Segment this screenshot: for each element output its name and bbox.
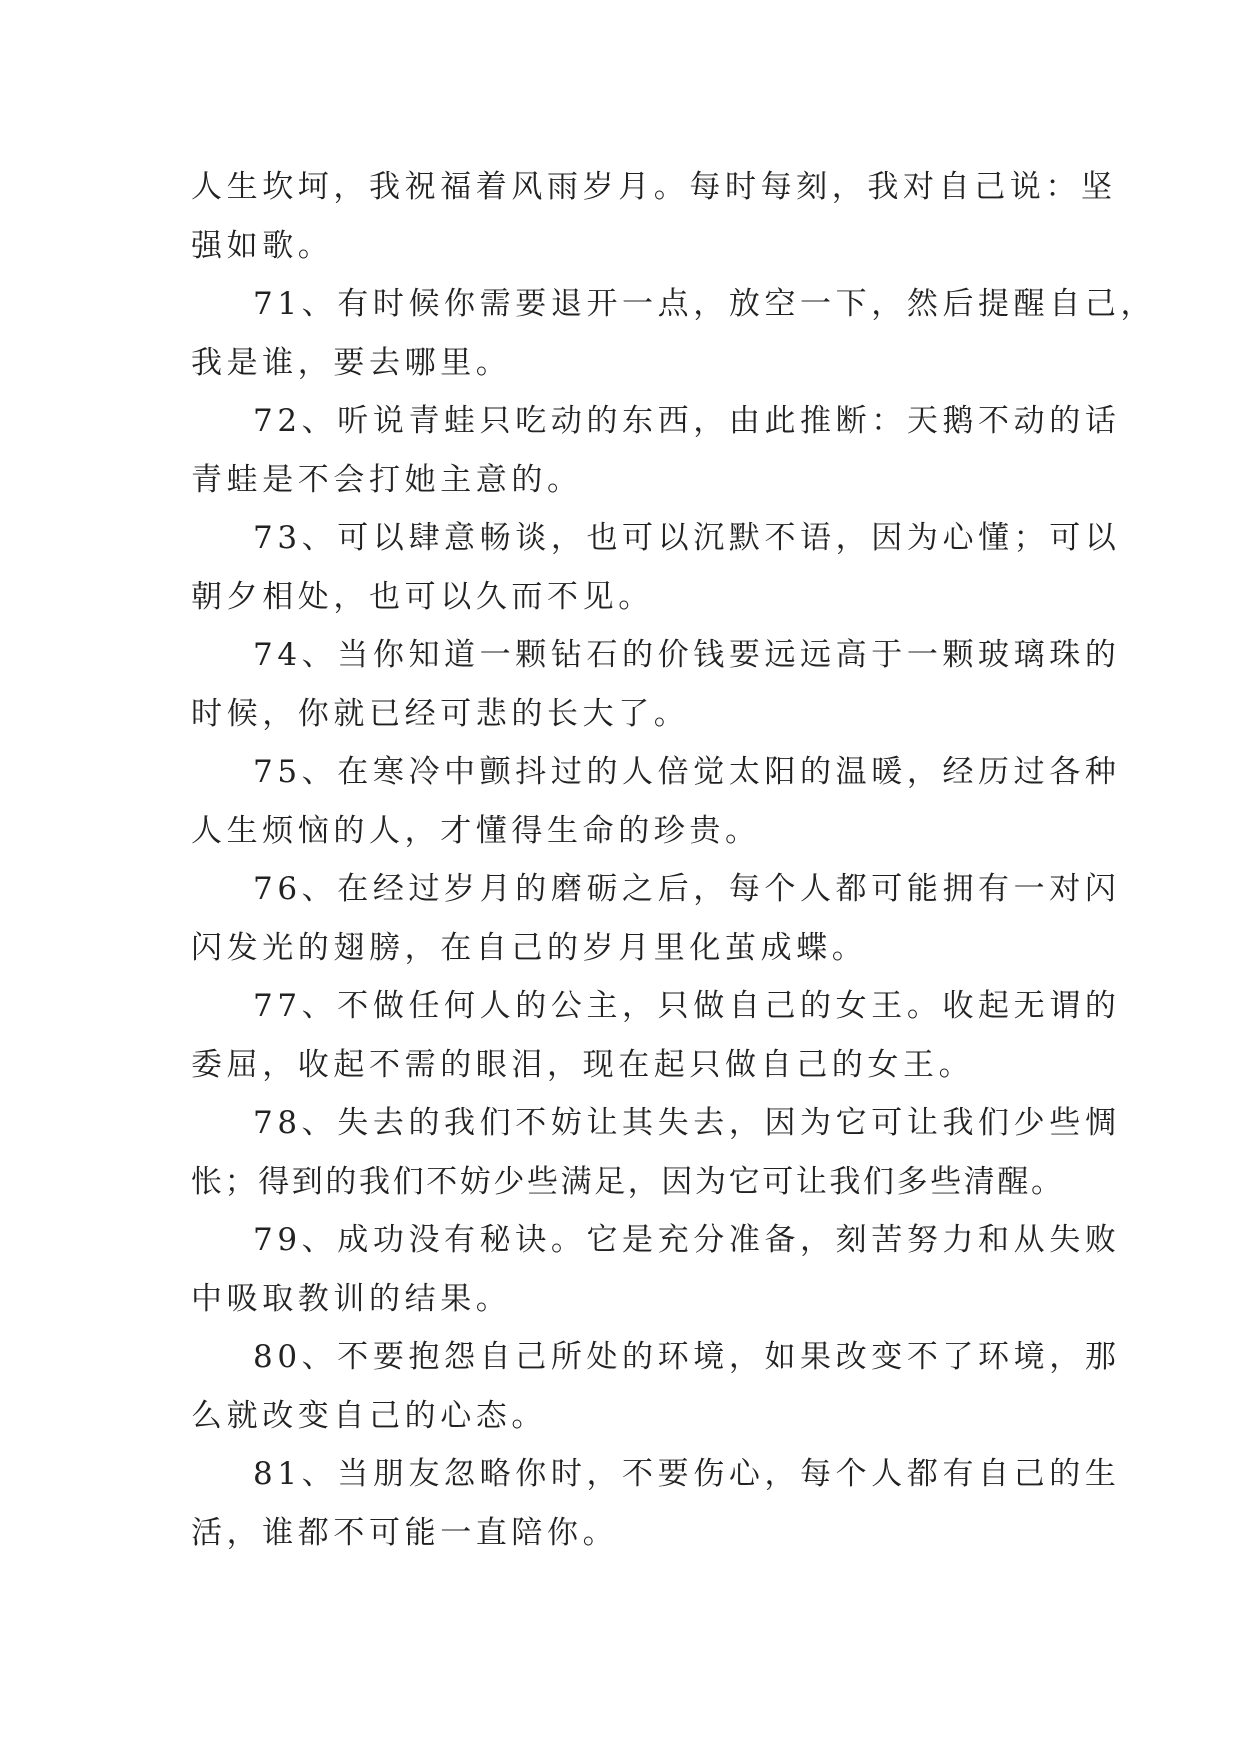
text-line: 青蛙是不会打她主意的。 [191,461,583,498]
quote-78-line: 78、失去的我们不妨让其失去，因为它可让我们少些惆 [253,1105,1121,1141]
text-line: 人生烦恼的人，才懂得生命的珍贵。 [191,812,761,849]
text-line: 么就改变自己的心态。 [191,1397,547,1434]
quote-77-line: 77、不做任何人的公主，只做自己的女王。收起无谓的 [253,988,1121,1024]
text-line: 怅；得到的我们不妨少些满足，因为它可让我们多些清醒。 [191,1163,1065,1200]
text-line: 活，谁都不可能一直陪你。 [191,1514,619,1551]
text-line: 朝夕相处，也可以久而不见。 [191,578,654,615]
quote-76-line: 76、在经过岁月的磨砺之后，每个人都可能拥有一对闪 [253,871,1121,907]
quote-74-line: 74、当你知道一颗钻石的价钱要远远高于一颗玻璃珠的 [253,637,1121,673]
document-body [191,158,1157,1562]
text-line: 中吸取教训的结果。 [191,1280,512,1317]
quote-72-line: 72、听说青蛙只吃动的东西，由此推断：天鹅不动的话 [253,403,1121,439]
text-line: 委屈，收起不需的眼泪，现在起只做自己的女王。 [191,1046,975,1083]
text-line: 时候，你就已经可悲的长大了。 [191,695,690,732]
quote-71-line: 71、有时候你需要退开一点，放空一下，然后提醒自己， [253,286,1157,322]
text-line: 闪发光的翅膀，在自己的岁月里化茧成蝶。 [191,929,868,966]
text-line: 人生坎坷，我祝福着风雨岁月。每时每刻，我对自己说：坚 [191,169,1117,205]
quote-79-line: 79、成功没有秘诀。它是充分准备，刻苦努力和从失败 [253,1222,1121,1258]
text-line: 强如歌。 [191,227,334,264]
text-line: 我是谁，要去哪里。 [191,344,512,381]
quote-75-line: 75、在寒冷中颤抖过的人倍觉太阳的温暖，经历过各种 [253,754,1121,790]
quote-81-line: 81、当朋友忽略你时，不要伤心，每个人都有自己的生 [253,1456,1121,1492]
quote-80-line: 80、不要抱怨自己所处的环境，如果改变不了环境，那 [253,1339,1121,1375]
quote-73-line: 73、可以肆意畅谈，也可以沉默不语，因为心懂；可以 [253,520,1121,556]
